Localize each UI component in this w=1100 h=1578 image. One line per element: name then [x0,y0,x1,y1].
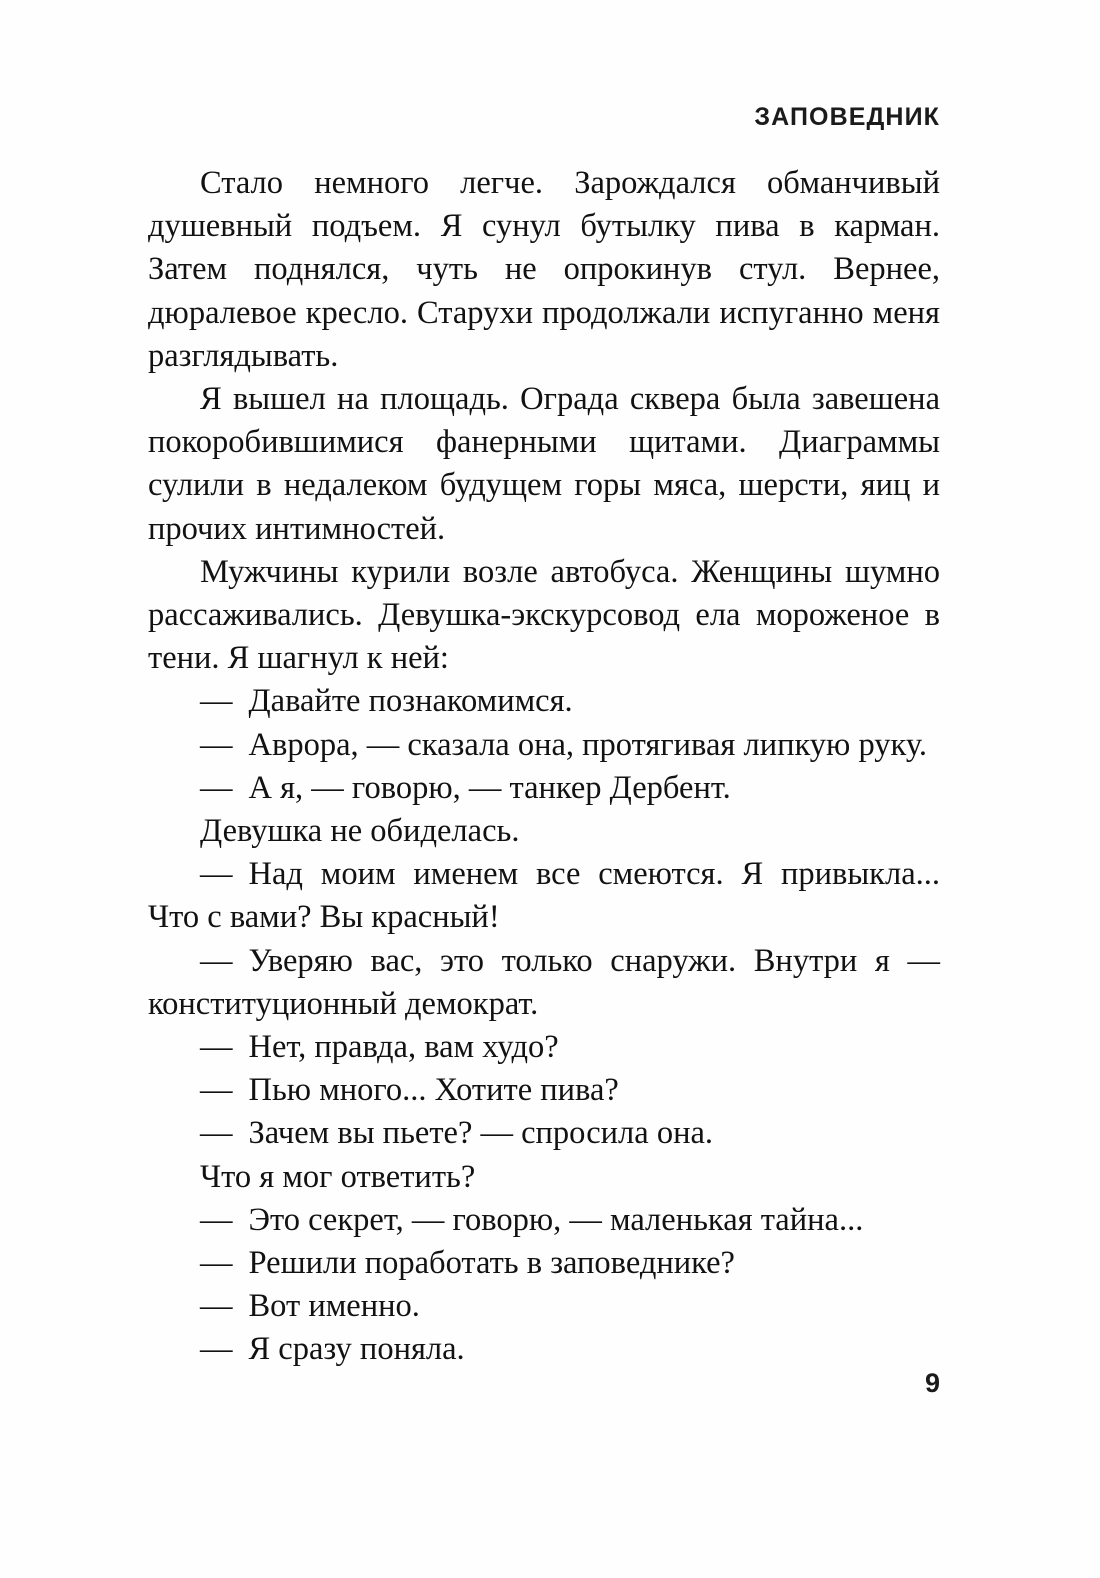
body-text-block [148,162,940,1372]
em-dash-marker: — [200,1245,233,1282]
paragraph-text: Девушка не обиделась. [200,813,520,850]
em-dash-marker: — [200,1072,233,1109]
paragraph-text: Решили поработать в заповеднике? [248,1245,735,1282]
em-dash-marker: — [200,1201,233,1238]
dialogue-paragraph [148,767,940,810]
dialogue-paragraph [148,1112,940,1155]
narrative-paragraph [148,810,940,853]
narrative-paragraph [148,551,940,681]
paragraph-text: Стало немного легче. Зарождался обманчивый душевный подъем. Я сунул бутылку пива в карман. Затем поднялся, чуть не опрокинув стул. Вернее, дюралевое кресло. Старухи продолжали испуганно меня разглядывать. [148,165,940,374]
dialogue-paragraph [148,1026,940,1069]
dialogue-paragraph [148,1328,940,1371]
dialogue-paragraph [148,1199,940,1242]
dialogue-paragraph [148,724,940,767]
dialogue-paragraph [148,1242,940,1285]
em-dash-marker: — [200,1331,233,1368]
dialogue-paragraph [148,940,940,1026]
em-dash-marker: — [200,726,233,763]
em-dash-marker: — [200,683,233,720]
paragraph-text: Над моим именем все смеются. Я привыкла... Что с вами? Вы красный! [148,856,940,936]
narrative-paragraph [148,1156,940,1199]
paragraph-text: Я вышел на площадь. Ограда сквера была завешена покоробившимися фанерными щитами. Диаграммы сулили в недалеком будущем горы мяса, шерсти, яиц и прочих интимностей. [148,381,940,547]
paragraph-text: Зачем вы пьете? — спросила она. [248,1115,714,1152]
dialogue-paragraph [148,1069,940,1112]
paragraph-text: Мужчины курили возле автобуса. Женщины шумно рассаживались. Девушка-экскурсовод ела мороженое в тени. Я шагнул к ней: [148,553,940,677]
em-dash-marker: — [200,1115,233,1152]
em-dash-marker: — [200,1288,233,1325]
paragraph-text: Аврора, — сказала она, протягивая липкую руку. [248,726,927,763]
em-dash-marker: — [200,942,233,979]
dialogue-paragraph [148,680,940,723]
page-number: 9 [924,1368,940,1398]
em-dash-marker: — [200,1029,233,1066]
paragraph-text: Давайте познакомимся. [248,683,573,720]
paragraph-text: Вот именно. [248,1288,420,1325]
em-dash-marker: — [200,769,233,806]
paragraph-text: Что я мог ответить? [200,1158,476,1195]
paragraph-text: Я сразу поняла. [248,1331,465,1368]
narrative-paragraph [148,162,940,378]
paragraph-text: Уверяю вас, это только снаружи. Внутри я — конституционный демократ. [148,942,940,1022]
paragraph-text: Пью много... Хотите пива? [248,1072,619,1109]
dialogue-paragraph [148,1285,940,1328]
paragraph-text: Это секрет, — говорю, — маленькая тайна... [248,1201,864,1238]
narrative-paragraph [148,378,940,551]
em-dash-marker: — [200,856,233,893]
dialogue-paragraph [148,853,940,939]
paragraph-text: Нет, правда, вам худо? [248,1029,559,1066]
running-head: ЗАПОВЕДНИК [754,103,940,131]
paragraph-text: А я, — говорю, — танкер Дербент. [248,769,731,806]
